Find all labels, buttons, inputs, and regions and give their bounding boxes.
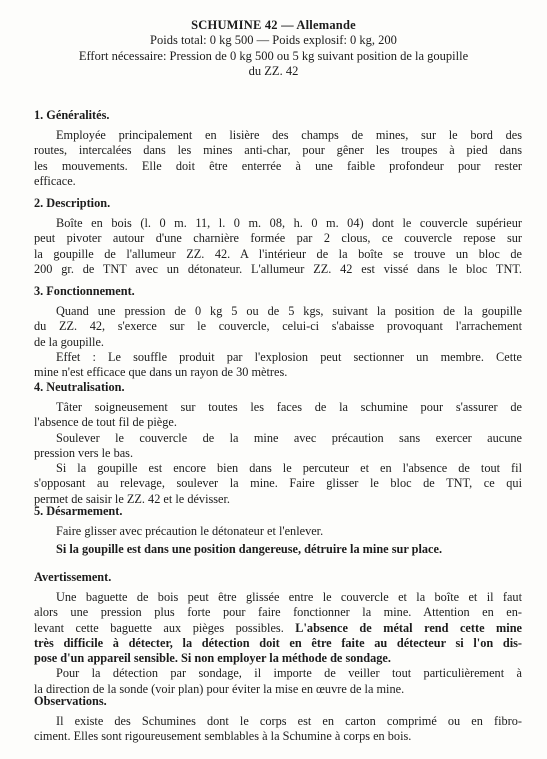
section-4-body [34,400,522,507]
text-line: ciment. Elles sont rigoureusement semblables à la Schumine à corps en bois. [34,729,412,744]
text-line: efficace. [34,173,76,188]
text-line: Une baguette de bois peut être glissée entre le couvercle et la boîte et il faut [56,590,522,604]
section-2-title: 2. Description. [34,196,111,210]
text-line: du ZZ. 42, s'exerce sur le couvercle, celui-ci s'abaisse provoquant l'arrachement [34,319,522,334]
text-line: Effet : Le souffle produit par l'explosion peut sectionner un membre. Cette [56,349,522,364]
observations-title: Observations. [34,694,107,708]
text-line: Il existe des Schumines dont le corps est en carton comprimé ou en fibro- [56,714,522,728]
text-line [34,621,522,636]
text-line: 200 gr. de TNT avec un détonateur. L'allumeur ZZ. 42 est vissé dans le bloc TNT. [34,261,522,276]
text-segment: levant cette baguette aux pièges possibles. [34,620,284,635]
text-line: la direction de la sonde (voir plan) pour éviter la mise en œuvre de la mine. [34,681,405,696]
section-3-body [34,304,522,380]
weights-line: Poids total: 0 kg 500 — Poids explosif: 0 kg, 200 [150,33,397,48]
text-line: routes, intercalées dans les mines anti-char, pour gêner les troupes à pied dans [34,143,522,158]
text-line: pression vers le bas. [34,445,134,460]
text-line: les mouvements. Elle doit être enterrée à une faible profondeur pour rester [34,158,522,173]
section-5-title: 5. Désarmement. [34,504,123,518]
section-2-body [34,216,522,277]
text-line: Faire glisser avec précaution le détonateur et l'enlever. [56,524,324,538]
text-line: Employée principalement en lisière des champs de mines, sur le bord des [56,128,522,142]
document-header [0,18,547,79]
section-1-body [34,128,522,189]
effort-line: Effort nécessaire: Pression de 0 kg 500 ou 5 kg suivant position de la goupille [78,48,469,63]
bold-line: pose d'un appareil sensible. Si non employer la méthode de sondage. [34,651,391,666]
section-5-body [34,524,522,558]
document-title [0,18,547,33]
text-line: l'absence de tout fil de piège. [34,415,177,430]
section-4-title: 4. Neutralisation. [34,380,125,394]
text-line: alors une pression plus forte pour faire fonctionner la mine. Attention en en- [34,605,522,620]
warning-line: Si la goupille est dans une position dangereuse, détruire la mine sur place. [56,542,443,557]
section-1-title: 1. Généralités. [34,108,110,122]
text-line: Si la goupille est encore bien dans le percuteur et en l'absence de tout fil [56,461,522,476]
text-line: permet de saisir le ZZ. 42 et le dévisser. [34,491,231,506]
bold-line: très difficile à détecter, la détection doit en être faite au détecteur si l'on dis- [34,635,522,650]
avertissement-body [34,590,522,697]
text-line: de la goupille. [34,334,105,349]
title-mine-name: SCHUMINE 42 [191,18,278,32]
effort-line-continued: du ZZ. 42 [248,63,299,78]
text-line: la goupille de l'allumeur ZZ. 42. A l'intérieur de la boîte se trouve un bloc de [34,246,522,261]
title-separator: — [281,18,294,32]
text-line: Tâter soigneusement sur toutes les faces de la schumine pour s'assurer de [56,400,522,414]
text-line: peut pivoter autour d'une charnière formée par 2 clous, ce couvercle repose sur [34,231,522,246]
title-origin: Allemande [296,18,356,32]
text-line: Boîte en bois (l. 0 m. 11, l. 0 m. 08, h. 0 m. 04) dont le couvercle supérieur [56,216,522,230]
text-line: Soulever le couvercle de la mine avec précaution sans exercer aucune [56,430,522,445]
text-line: Pour la détection par sondage, il importe de veiller tout particulièrement à [56,666,522,681]
avertissement-title: Avertissement. [34,570,112,584]
observations-body [34,714,522,745]
section-3-title: 3. Fonctionnement. [34,284,135,298]
bold-segment: L'absence de métal rend cette mine [295,620,522,635]
text-line: mine n'est efficace que dans un rayon de 30 mètres. [34,365,288,380]
text-line: s'opposant au relevage, soulever la mine. Faire glisser le bloc de TNT, ce qui [34,476,522,491]
text-line: Quand une pression de 0 kg 5 ou de 5 kgs, suivant la position de la goupille [56,304,522,318]
